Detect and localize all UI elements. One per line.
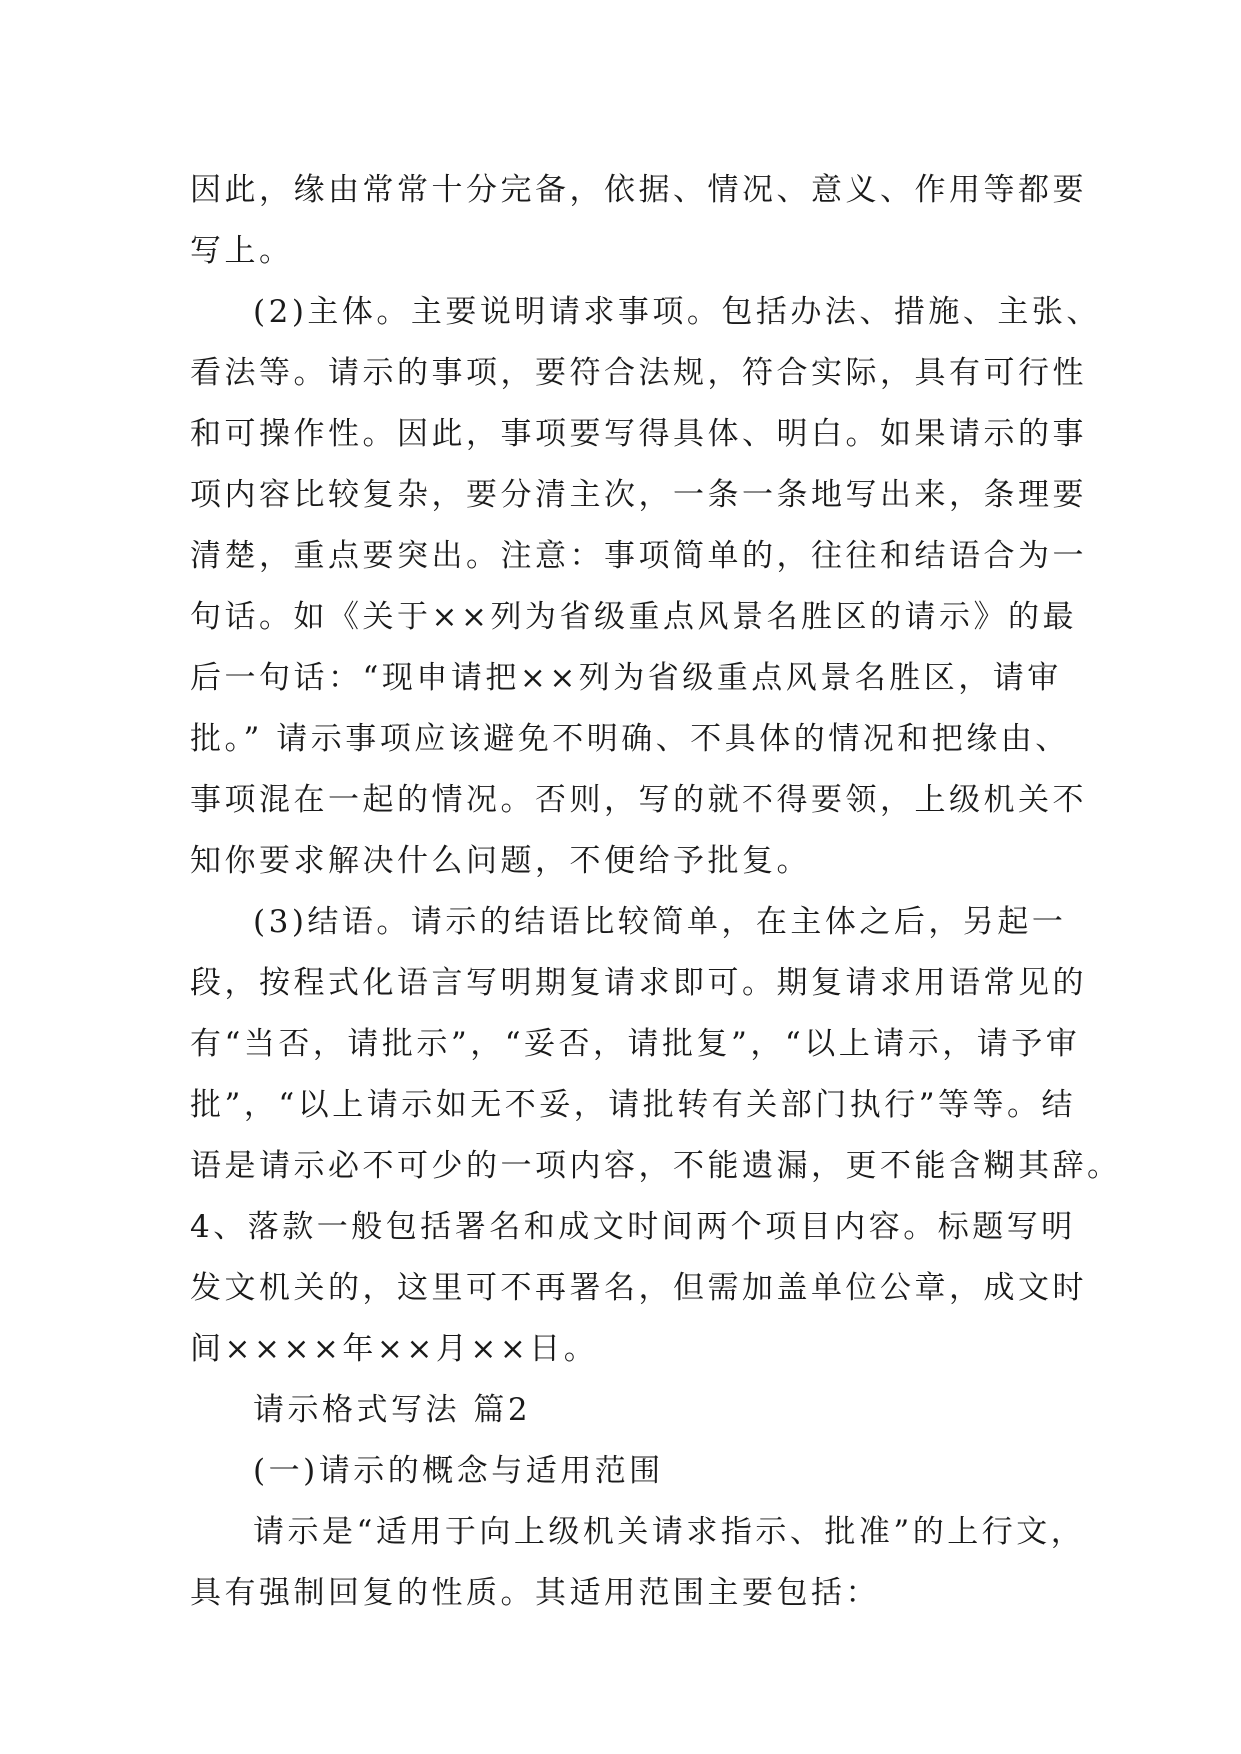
paragraph-first-line: (一)请示的概念与适用范围 bbox=[253, 1453, 664, 1489]
text-line: 因此，缘由常常十分完备，依据、情况、意义、作用等都要 bbox=[190, 172, 1087, 208]
text-line: 项内容比较复杂，要分清主次，一条一条地写出来，条理要 bbox=[190, 477, 1087, 513]
text-line: 发文机关的，这里可不再署名，但需加盖单位公章，成文时 bbox=[190, 1270, 1087, 1306]
paragraph-first-line: (3)结语。请示的结语比较简单，在主体之后，另起一 bbox=[253, 904, 1067, 940]
text-line: 看法等。请示的事项，要符合法规，符合实际，具有可行性 bbox=[190, 355, 1087, 391]
text-line: 段，按程式化语言写明期复请求即可。期复请求用语常见的 bbox=[190, 965, 1087, 1001]
paragraph-first-line: 请示是“适用于向上级机关请求指示、批准”的上行文， bbox=[253, 1514, 1086, 1550]
document-body bbox=[190, 160, 1122, 1624]
text-line: 后一句话：“现申请把××列为省级重点风景名胜区，请审 bbox=[190, 660, 1062, 696]
text-line: 批。” 请示事项应该避免不明确、不具体的情况和把缘由、 bbox=[190, 721, 1070, 757]
paragraph-first-line: (2)主体。主要说明请求事项。包括办法、措施、主张、 bbox=[253, 294, 1101, 330]
text-line: 写上。 bbox=[190, 233, 294, 269]
text-line: 清楚，重点要突出。注意：事项简单的，往往和结语合为一 bbox=[190, 538, 1087, 574]
text-line: 句话。如《关于××列为省级重点风景名胜区的请示》的最 bbox=[190, 599, 1077, 635]
text-line: 事项混在一起的情况。否则，写的就不得要领，上级机关不 bbox=[190, 782, 1087, 818]
text-line: 4、落款一般包括署名和成文时间两个项目内容。标题写明 bbox=[190, 1209, 1076, 1245]
paragraph-first-line: 请示格式写法 篇2 bbox=[253, 1392, 532, 1428]
text-line: 和可操作性。因此，事项要写得具体、明白。如果请示的事 bbox=[190, 416, 1087, 452]
text-line: 具有强制回复的性质。其适用范围主要包括： bbox=[190, 1575, 880, 1611]
text-line: 批”，“以上请示如无不妥，请批转有关部门执行”等等。结 bbox=[190, 1087, 1077, 1123]
text-line: 间××××年××月××日。 bbox=[190, 1331, 599, 1367]
text-line: 知你要求解决什么问题，不便给予批复。 bbox=[190, 843, 811, 879]
text-line: 有“当否，请批示”，“妥否，请批复”，“以上请示，请予审 bbox=[190, 1026, 1081, 1062]
text-line: 语是请示必不可少的一项内容，不能遗漏，更不能含糊其辞。 bbox=[190, 1148, 1122, 1184]
